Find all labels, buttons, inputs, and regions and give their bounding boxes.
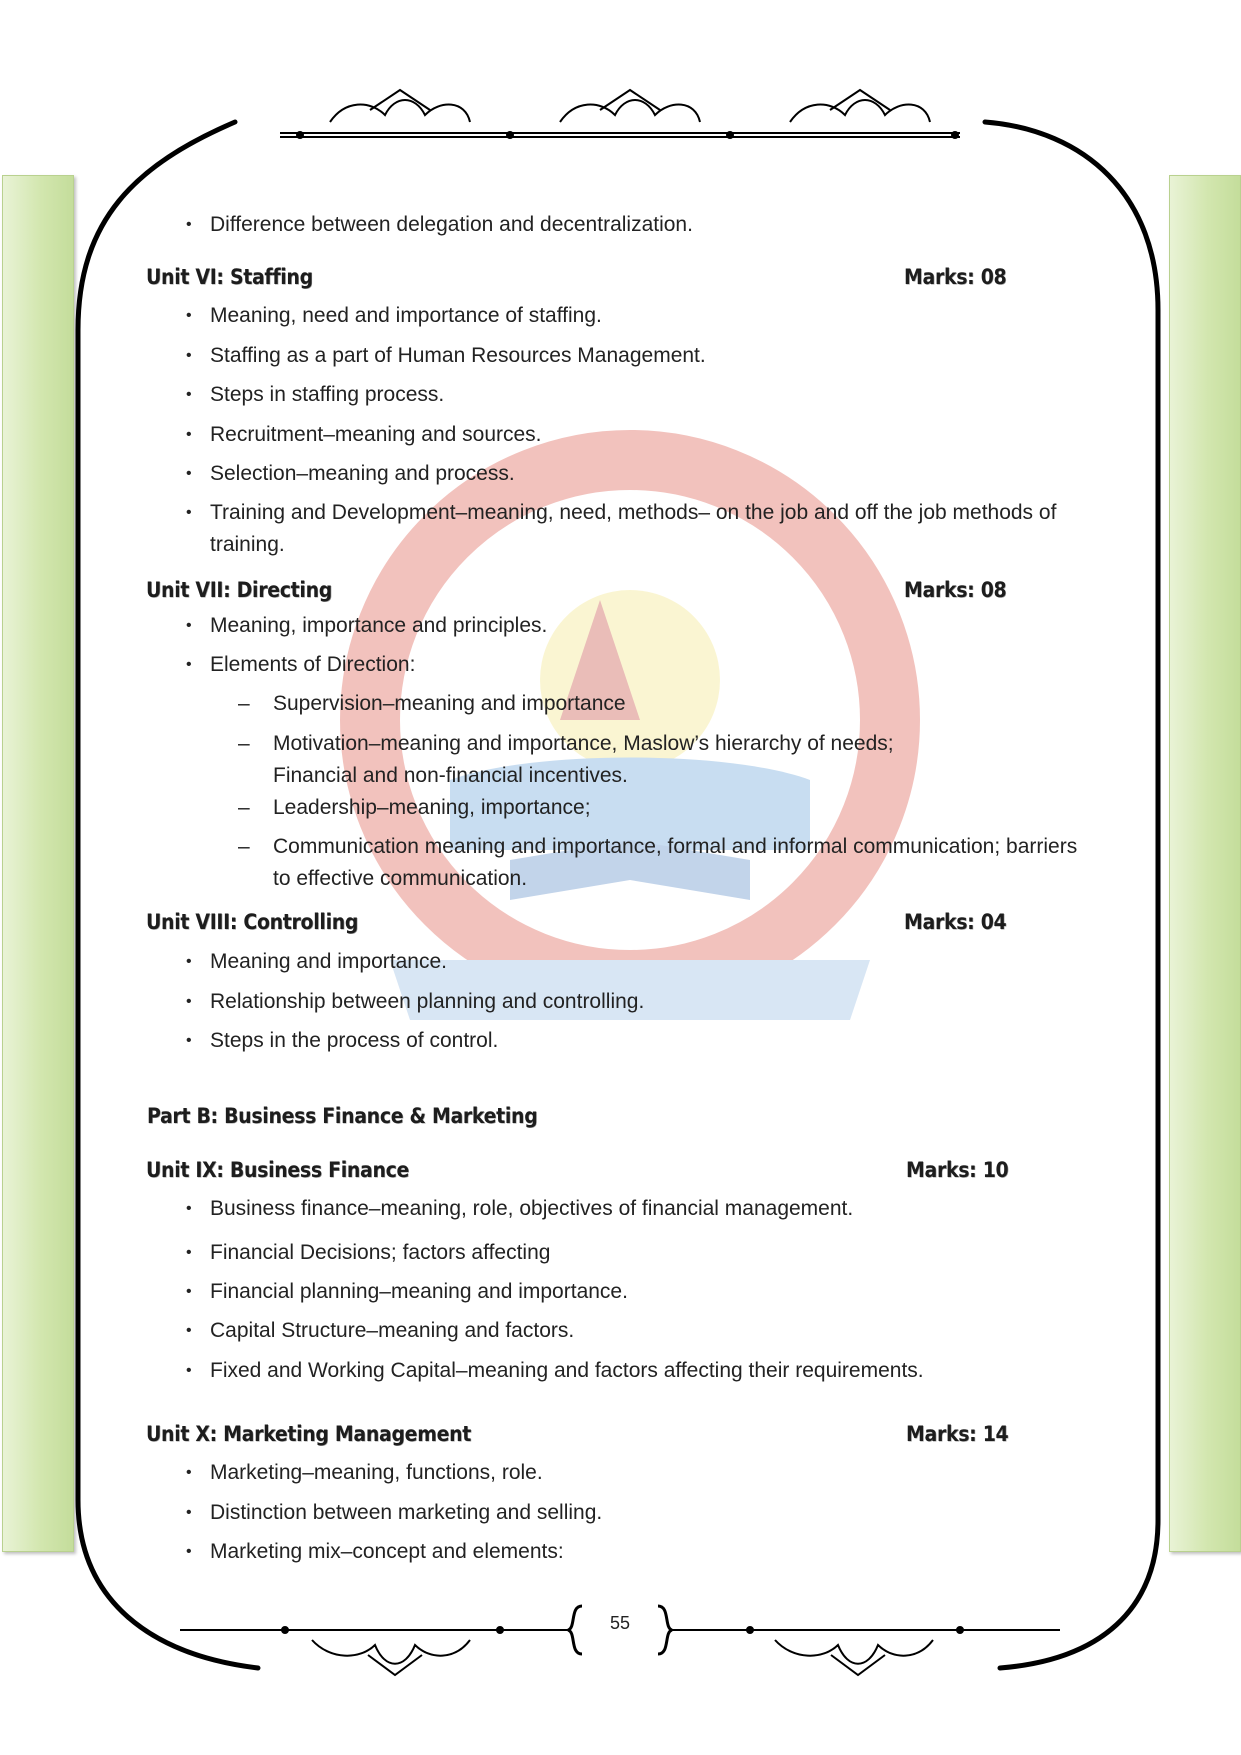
sub-list-item: – Supervision–meaning and importance [238,688,1098,720]
unit-title: Unit VI: Staffing [146,265,313,289]
unit-marks: Marks: 08 [904,578,1007,602]
bullet: • [186,1362,192,1379]
bullet: • [186,504,192,521]
list-item: • Business finance–meaning, role, objectives of financial management. [186,1193,1106,1225]
list-item: • Capital Structure–meaning and factors. [186,1315,1106,1347]
list-item: • Fixed and Working Capital–meaning and factors affecting their requirements. [186,1355,1106,1387]
bullet: • [186,1283,192,1300]
list-item: • Recruitment–meaning and sources. [186,419,1106,451]
list-item: • Marketing mix–concept and elements: [186,1536,1106,1568]
unit-marks: Marks: 08 [904,265,1007,289]
list-item: • Staffing as a part of Human Resources Management. [186,340,1106,372]
dash: – [238,732,250,755]
bullet: • [186,953,192,970]
bullet: • [186,617,192,634]
list-item: • Training and Development–meaning, need, methods– on the job and off the job methods of training. [186,497,1086,561]
unit-title: Unit IX: Business Finance [146,1158,410,1182]
bullet: • [186,1244,192,1261]
list-item: • Distinction between marketing and selling. [186,1497,1106,1529]
unit-title: Unit VIII: Controlling [146,910,359,934]
unit-marks: Marks: 14 [906,1422,1009,1446]
list-item: • Meaning, need and importance of staffing. [186,300,1106,332]
bullet: • [186,347,192,364]
dash: – [238,796,250,819]
unit-marks: Marks: 10 [906,1158,1009,1182]
list-item: • Relationship between planning and controlling. [186,986,1106,1018]
bullet: • [186,216,192,233]
list-item: • Marketing–meaning, functions, role. [186,1457,1106,1489]
bullet: • [186,386,192,403]
bullet: • [186,993,192,1010]
unit-title: Unit X: Marketing Management [146,1422,471,1446]
list-item: • Meaning and importance. [186,946,1106,978]
sub-list-item: – Communication meaning and importance, formal and informal communication; barriers to effective communication. [238,831,1098,895]
unit-heading-ix [146,1158,1016,1188]
bullet: • [186,307,192,324]
list-item: • Steps in the process of control. [186,1025,1106,1057]
bullet: • [186,1464,192,1481]
bullet: • [186,1543,192,1560]
bullet: • [186,1504,192,1521]
bullet: • [186,656,192,673]
sub-list-item: – Motivation–meaning and importance, Maslow’s hierarchy of needs; Financial and non-financial incentives. [238,728,938,792]
sub-list-item: – Leadership–meaning, importance; [238,792,1098,824]
unit-title: Unit VII: Directing [146,578,332,602]
unit-heading-vii [146,578,1016,608]
unit-heading-vi [146,265,1016,295]
list-item: • Financial Decisions; factors affecting [186,1237,1106,1269]
bullet: • [186,1200,192,1217]
bullet: • [186,465,192,482]
bullet: • [186,426,192,443]
unit-marks: Marks: 04 [904,910,1007,934]
unit-heading-x [146,1422,1016,1452]
unit-heading-viii [146,910,1016,940]
bullet: • [186,1322,192,1339]
list-item: • Meaning, importance and principles. [186,610,1106,642]
list-item: • Elements of Direction: [186,649,1106,681]
list-item: • Difference between delegation and decentralization. [186,209,1106,241]
list-item: • Selection–meaning and process. [186,458,1106,490]
dash: – [238,692,250,715]
list-item: • Financial planning–meaning and importance. [186,1276,1106,1308]
list-item: • Steps in staffing process. [186,379,1106,411]
page-number: 55 [609,1613,631,1633]
part-b-heading: Part B: Business Finance & Marketing [147,1104,538,1128]
bullet: • [186,1032,192,1049]
dash: – [238,835,250,858]
